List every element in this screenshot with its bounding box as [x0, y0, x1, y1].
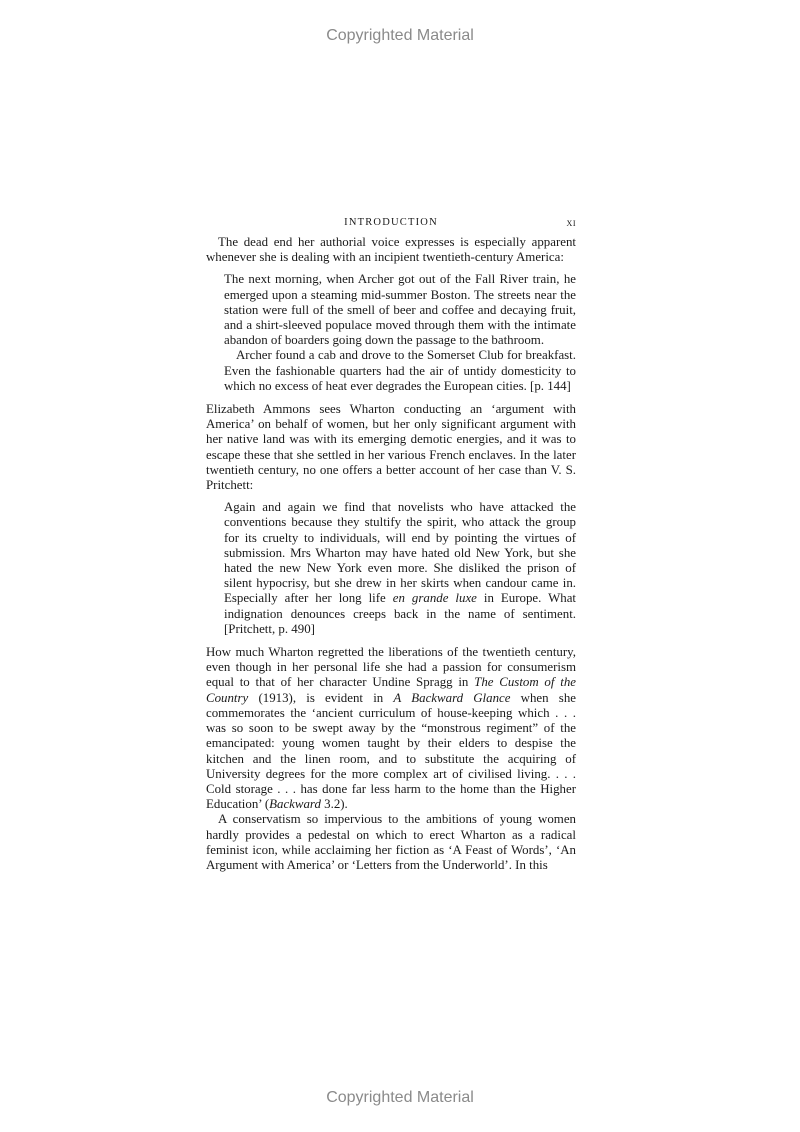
paragraph-2: Elizabeth Ammons sees Wharton conducting an ‘argument with America’ on behalf of women, but her only significant argument with her native land was with its emerging demotic energies, and it was to escape these that she settled in her various French enclaves. In the later twentieth century, no one offers a better account of her case than V. S. Pritchett: — [206, 402, 576, 493]
block-quote-1 — [224, 272, 576, 394]
block-quote-2 — [224, 500, 576, 637]
paragraph-1: The dead end her authorial voice expresses is especially apparent whenever she is dealing with an incipient twentieth-century America: — [206, 235, 576, 265]
block-quote-2-italic: en grande luxe — [392, 591, 477, 606]
block-quote-2-text-a: Again and again we find that novelists who have attacked the conventions because they stultify the spirit, who attack the group for its cruelty to individuals, will end by pointing the virtues of submission. Mrs Wharton may have hated old New York, but she hated the new New York even more. She disliked the prison of silent hypocrisy, but she drew in her skirts when candour came in. Especially after her long life — [224, 500, 576, 606]
book-page — [206, 215, 576, 873]
paragraph-3-text-a: How much Wharton regretted the liberations of the twentieth century, even though in her personal life she had a passion for consumerism equal to that of her character Undine Spragg in — [206, 645, 576, 690]
running-head — [206, 215, 576, 231]
copyright-watermark-top: Copyrighted Material — [326, 27, 474, 44]
paragraph-3-italic-title-3: Backward — [269, 797, 321, 812]
block-quote-2-text-b: in Europe. What indignation denounces creeps back in the name of sentiment. [Pritchett, p. 490] — [224, 591, 576, 636]
block-quote-1-para-1: The next morning, when Archer got out of the Fall River train, he emerged upon a steaming mid-summer Boston. The streets near the station were full of the smell of beer and coffee and decaying fruit, and a shirt-sleeved populace moved through them with the intimate abandon of boarders going down the passage to the bathroom. — [224, 272, 576, 348]
paragraph-3-text-d: 3.2). — [320, 797, 348, 812]
page-number: xi — [566, 215, 576, 229]
paragraph-3 — [206, 645, 576, 812]
paragraph-3-italic-title-2: A Backward Glance — [393, 690, 511, 705]
paragraph-3-text-c: when she commemorates the ‘ancient curriculum of house-keeping which . . . was so soon to be swept away by the “monstrous regiment” of the emancipated: young women taught by their elders to despise the kitchen and the linen room, and to substitute the acquiring of University degrees for the more complex art of civilised living. . . . Cold storage . . . has done far less harm to the home than the Higher Education’ ( — [206, 690, 576, 812]
paragraph-3-italic-title-1: The Custom of the Country — [206, 675, 576, 705]
paragraph-4: A conservatism so impervious to the ambitions of young women hardly provides a pedestal on which to erect Wharton as a radical feminist icon, while acclaiming her fiction as ‘A Feast of Words’, ‘An Argument with America’ or ‘Letters from the Underworld’. In this — [206, 812, 576, 872]
block-quote-2-para — [224, 500, 576, 637]
copyright-watermark-bottom: Copyrighted Material — [326, 1089, 474, 1106]
running-head-title: INTRODUCTION — [344, 217, 438, 228]
block-quote-1-para-2: Archer found a cab and drove to the Somerset Club for breakfast. Even the fashionable quarters had the air of untidy domesticity to which no excess of heat ever degrades the European cities. [p. 144] — [224, 348, 576, 393]
paragraph-3-text-b: (1913), is evident in — [248, 690, 394, 705]
